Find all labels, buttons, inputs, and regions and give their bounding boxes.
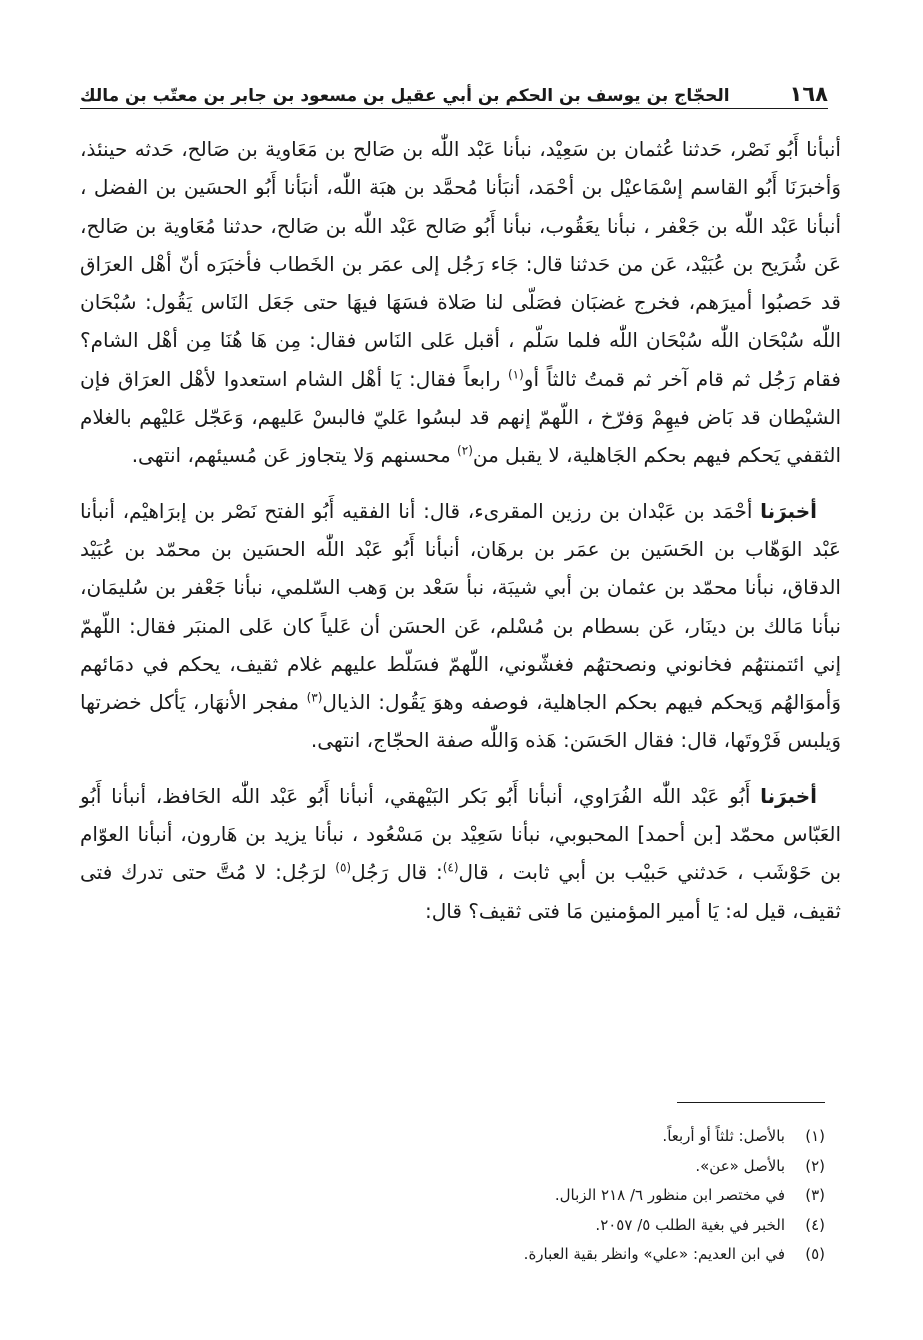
footnote-1 (150, 1122, 825, 1152)
footnote-ref-5: (٥) (335, 860, 352, 875)
paragraph-3-part-3: لرَجُل: لا مُتَّ حتى تدرك فتى ثقيف، قيل له: يَا أمير المؤمنين مَا فتى ثقيف؟ قال: (80, 860, 841, 923)
footnote-2 (150, 1152, 825, 1182)
footnote-number: (٣) (805, 1186, 825, 1204)
footnote-number: (٥) (805, 1245, 825, 1263)
page-number: ١٦٨ (789, 82, 828, 106)
footnote-ref-2: (٢) (457, 443, 473, 458)
paragraph-3-part-2: : قال رَجُل (351, 860, 443, 885)
paragraph-1 (80, 130, 841, 475)
footnote-3 (150, 1181, 825, 1211)
footnotes-list (150, 1122, 825, 1270)
paragraph-3-lead: أخبرَنا (760, 783, 817, 808)
footnote-text: بالأصل: ثلثاً أو أربعاً. (662, 1127, 785, 1145)
footnote-number: (١) (805, 1127, 825, 1145)
footnote-text: الخبر في بغية الطلب ٥/ ٢٠٥٧. (595, 1215, 785, 1234)
paragraph-3-part-1: أَبُو عَبْد اللّٰه الفُرَاوي، أنبأنا أَبُو بَكر البَيْهقي، أنبأنا أَبُو عَبْد اللّٰه الحَافظ، أنبأنا أَبُو العَبّاس محمّد [بن أحمد] المحبوبي، نبأنا سَعِيْد بن مَسْعُود ، نبأنا يزيد بن هَارون، أنبأنا العوّام بن حَوْشَب ، حَدثني حَبيْب بن أبي ثابت ، قال (80, 783, 842, 885)
footnote-ref-3: (٣) (306, 690, 323, 705)
footnote-divider (677, 1102, 825, 1103)
main-text (80, 130, 841, 930)
paragraph-1-part-3: محسنهم وَلا يتجاوز عَن مُسيئهم، انتهى. (131, 443, 458, 468)
footnote-5 (150, 1240, 825, 1270)
footnote-number: (٢) (805, 1156, 825, 1175)
footnote-4 (150, 1211, 825, 1241)
paragraph-2-lead: أخبرَنا (760, 498, 817, 523)
page-header (80, 72, 828, 106)
footnote-text: بالأصل «عن». (695, 1156, 785, 1175)
footnote-number: (٤) (805, 1215, 825, 1234)
footnote-text: في ابن العديم: «علي» وانظر بقية العبارة. (523, 1245, 785, 1263)
footnote-ref-1: (١) (507, 367, 524, 382)
paragraph-2-part-1: أحْمَد بن عَبْدان بن رزين المقرىء، قال: أنا الفقيه أَبُو الفتح نَصْر بن إبرَاهيْم، أنبأنا عَبْد الوَهّاب بن الحَسَين بن عمَر بن برهَان، أنبأنا أَبُو عَبْد اللّٰه الحسَين بن محمّد بن عُبَيْد الدقاق، نبأنا محمّد بن عثمان بن أبي شيبَة، نبأ سَعْد بن وَهب السّلمي، نبأنا جَعْفر بن سُليمَان، نبأنا مَالك بن دينَار، عَن بسطام بن مُسْلم، عَن الحسَن أن عَلياً كان عَلى المنبَر فقال: اللّهمّ إني ائتمنتهُم فخانوني ونصحتهُم فغشّوني، اللّهمّ فسَلّط عليهم غلام ثقيف، يحكم في دمَائهم وَأموَالهُم وَيحكم فيهم بحكم الجاهلية، فوصفه وهوَ يَقُول: الذيال (80, 498, 841, 715)
paragraph-2-part-2: مفجر الأنهَار، يَأكل خضرتها وَيلبس فَرْوتَها، قال: فقال الحَسَن: هَذه وَاللّٰه صفة الحجّاج، انتهى. (80, 690, 841, 753)
paragraph-1-part-2: رابعاً فقال: يَا أهْل الشام استعدوا لأهْل العرَاق فإن الشيْطان قد بَاض فيهِمْ وَفرّخ ، اللّهمّ إنهم قد لبسُوا عَليّ فالبسْ عَليهم، وَعَجّل عَليْهم بالغلام الثقفي يَحكم فيهم بحكم الجَاهلية، لا يقبل من (80, 366, 841, 468)
footnote-ref-4: (٤) (442, 860, 459, 875)
header-divider (80, 108, 828, 109)
running-title: الحجّاج بن يوسف بن الحكم بن أبي عقيل بن مسعود بن جابر بن معتّب بن مالك (80, 86, 730, 106)
paragraph-2 (80, 492, 841, 760)
footnote-text: في مختصر ابن منظور ٦/ ٢١٨ الزبال. (554, 1186, 785, 1204)
paragraph-1-part-1: أنبأنا أَبُو نَصْر، حَدثنا عُثمان بن سَعِيْد، نبأنا عَبْد اللّٰه بن صَالح بن مَعَاوية بن صَالح، حَدثه حينئذ، وَأخبرَنَا أَبُو القاسم إسْمَاعيْل بن أحْمَد، أنبَأنا مُحمَّد بن هبَة اللّٰه، أنبَأنا أَبُو الحسَين بن الفضل ، أنبأنا عَبْد اللّٰه بن جَعْفر ، نبأنا يعَقُوب، نبأنا أَبُو صَالح عَبْد اللّٰه بن صَالح، حدثنا مُعَاوية بن صَالح، عَن شُرَيح بن عُبَيْد، عَن من حَدثنا قال: جَاء رَجُل إلى عمَر بن الخَطاب فأخبَرَه أنّ أهْل العرَاق قد حَصبُوا أميرَهم، فخرج غضبَان فصَلّى لنا صَلاة فسَهَا فيهَا حتى جَعَل النَاس يَقُول: سُبْحَان اللّٰه سُبْحَان اللّٰه سُبْحَان اللّٰه فلما سَلّم ، أقبل عَلى النَاس فقال: مِن هَا هُنَا مِن أهْل الشام؟ فقام رَجُل ثم قام آخر ثم قمتُ ثالثاً أو (80, 137, 841, 391)
paragraph-3 (80, 777, 841, 930)
